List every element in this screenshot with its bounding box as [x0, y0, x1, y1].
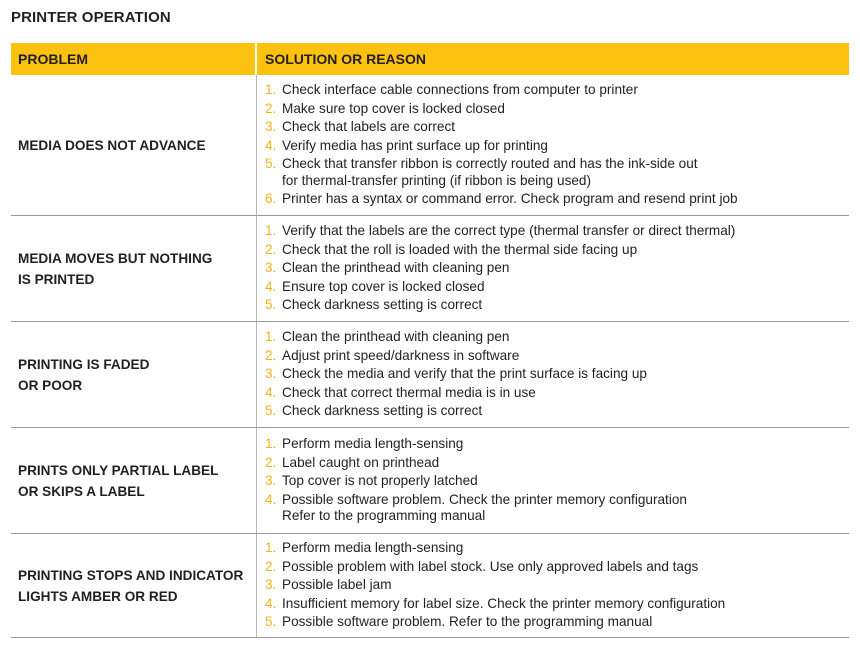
solution-text: Possible software problem. Refer to the programming manual: [282, 614, 653, 630]
solution-number: 4.: [265, 491, 277, 507]
solution-text: Clean the printhead with cleaning pen: [282, 260, 510, 276]
solution-text: Check the media and verify that the print surface is facing up: [282, 366, 647, 382]
solution-item: [265, 156, 738, 189]
solution-item: [265, 191, 738, 208]
solution-item: [265, 329, 647, 346]
page-title: PRINTER OPERATION: [11, 9, 171, 26]
solution-number: 1.: [265, 540, 277, 556]
solution-text: Label caught on printhead: [282, 454, 440, 470]
table-row: [11, 216, 849, 322]
problem-cell: PRINTING IS FADED OR POOR: [18, 356, 150, 393]
solution-item: [265, 577, 725, 594]
solution-text: Ensure top cover is locked closed: [282, 278, 485, 294]
solution-number: 3.: [265, 260, 277, 276]
solution-text: Insufficient memory for label size. Check the printer memory configuration: [282, 595, 726, 611]
solution-number: 6.: [265, 191, 277, 207]
solution-text: Check that the roll is loaded with the thermal side facing up: [282, 241, 638, 257]
solution-number: 5.: [265, 614, 277, 630]
solution-number: 5.: [265, 403, 277, 419]
solution-text: Clean the printhead with cleaning pen: [282, 329, 510, 345]
solution-number: 4.: [265, 278, 277, 294]
problem-cell: PRINTING STOPS AND INDICATOR LIGHTS AMBER OR RED: [18, 567, 244, 604]
solution-text: Perform media length-sensing: [282, 436, 464, 452]
solution-number: 4.: [265, 384, 277, 400]
solution-text: Check that labels are correct: [282, 119, 456, 135]
solution-number: 2.: [265, 558, 277, 574]
solution-item: [265, 473, 687, 490]
solution-item: [265, 614, 725, 631]
solution-number: 1.: [265, 223, 277, 239]
solution-number: 2.: [265, 454, 277, 470]
table-body: [11, 75, 849, 638]
solution-number: 2.: [265, 347, 277, 363]
solution-number: 3.: [265, 473, 277, 489]
solution-item: [265, 242, 735, 259]
problem-cell: MEDIA DOES NOT ADVANCE: [18, 137, 206, 153]
solution-item: [265, 492, 687, 525]
solution-number: 3.: [265, 366, 277, 382]
solution-item: [265, 260, 735, 277]
solution-number: 1.: [265, 436, 277, 452]
solution-number: 2.: [265, 241, 277, 257]
solution-text: Make sure top cover is locked closed: [282, 100, 505, 116]
solution-item: [265, 82, 738, 99]
problem-cell: MEDIA MOVES BUT NOTHING IS PRINTED: [18, 250, 213, 287]
solution-text: Possible software problem. Check the printer memory configuration Refer to the programming manual: [282, 491, 687, 524]
solution-item: [265, 297, 735, 314]
header-solution: SOLUTION OR REASON: [265, 51, 427, 67]
solution-text: Verify media has print surface up for printing: [282, 137, 548, 153]
solution-item: [265, 403, 647, 420]
table-row: [11, 534, 849, 638]
table-header: [11, 43, 849, 75]
solution-number: 4.: [265, 137, 277, 153]
solution-item: [265, 385, 647, 402]
solution-number: 3.: [265, 119, 277, 135]
table-row: [11, 428, 849, 534]
solution-item: [265, 596, 725, 613]
problem-cell: PRINTS ONLY PARTIAL LABEL OR SKIPS A LABEL: [18, 462, 219, 499]
solution-number: 1.: [265, 82, 277, 98]
table-row: [11, 322, 849, 428]
solution-list: [257, 322, 647, 427]
solution-list: [257, 534, 725, 637]
solution-text: Check that correct thermal media is in use: [282, 384, 536, 400]
solution-text: Printer has a syntax or command error. Check program and resend print job: [282, 191, 738, 207]
header-problem: PROBLEM: [18, 51, 88, 67]
solution-text: Possible label jam: [282, 577, 392, 593]
solution-number: 5.: [265, 297, 277, 313]
solution-text: Check darkness setting is correct: [282, 297, 483, 313]
solution-text: Possible problem with label stock. Use only approved labels and tags: [282, 558, 699, 574]
solution-item: [265, 436, 687, 453]
solution-list: [257, 428, 687, 533]
troubleshooting-table: [11, 43, 849, 638]
solution-text: Verify that the labels are the correct type (thermal transfer or direct thermal): [282, 223, 736, 239]
solution-text: Check interface cable connections from computer to printer: [282, 82, 638, 98]
solution-number: 5.: [265, 156, 277, 172]
table-row: [11, 75, 849, 216]
solution-item: [265, 559, 725, 576]
solution-item: [265, 101, 738, 118]
solution-item: [265, 138, 738, 155]
solution-item: [265, 223, 735, 240]
solution-text: Check that transfer ribbon is correctly routed and has the ink-side out for thermal-transfer printing (if ribbon is being used): [282, 156, 698, 188]
solution-number: 3.: [265, 577, 277, 593]
solution-list: [257, 75, 738, 215]
solution-number: 1.: [265, 329, 277, 345]
solution-item: [265, 366, 647, 383]
solution-number: 4.: [265, 595, 277, 611]
solution-item: [265, 279, 735, 296]
solution-item: [265, 455, 687, 472]
solution-item: [265, 119, 738, 136]
solution-text: Check darkness setting is correct: [282, 403, 483, 419]
solution-text: Perform media length-sensing: [282, 540, 464, 556]
solution-number: 2.: [265, 100, 277, 116]
solution-list: [257, 216, 735, 321]
solution-text: Top cover is not properly latched: [282, 473, 478, 489]
solution-text: Adjust print speed/darkness in software: [282, 347, 520, 363]
solution-item: [265, 348, 647, 365]
solution-item: [265, 540, 725, 557]
